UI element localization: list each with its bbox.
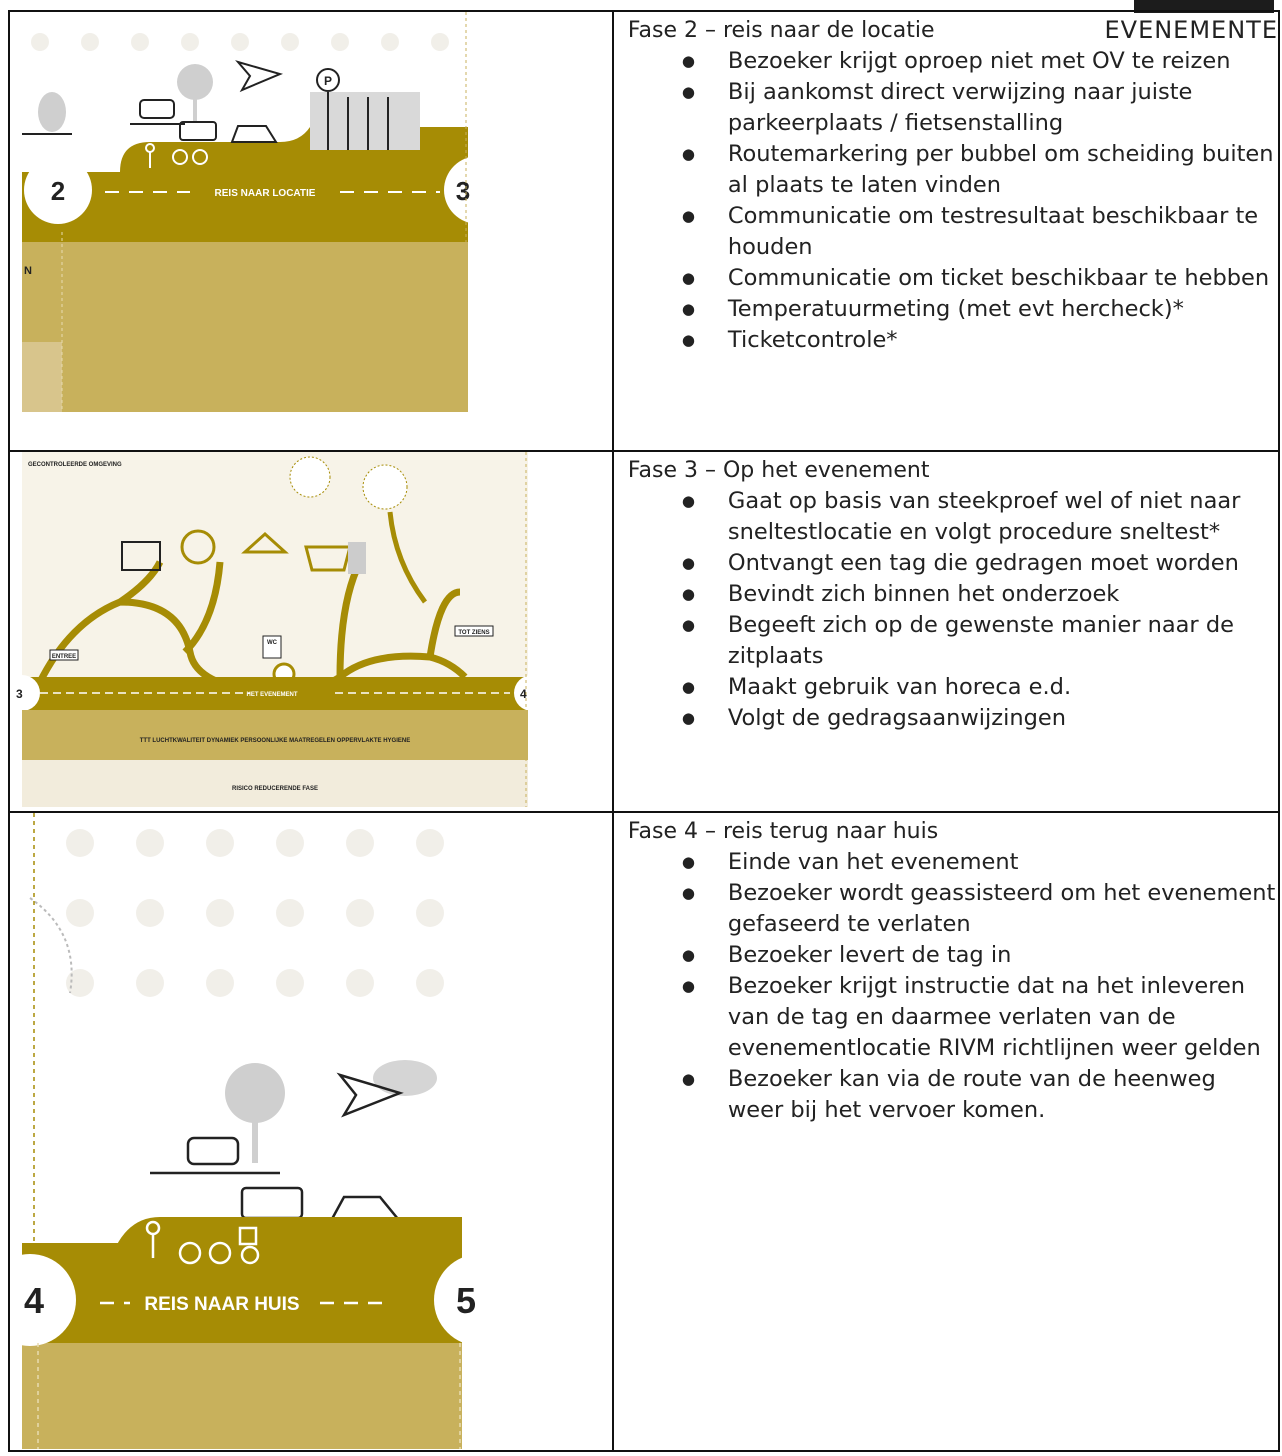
phase-text-cell [613, 812, 1279, 1451]
list-item: ● Einde van het evenement [728, 847, 1278, 878]
travel-to-location-illustration [10, 12, 610, 422]
phase-type-label: RISICO REDUCERENDE FASE [231, 786, 319, 792]
travel-home-illustration [10, 813, 610, 1449]
road-label: REIS NAAR HUIS [144, 1294, 300, 1315]
list-item: ● Communicatie om ticket beschikbaar te hebben [728, 263, 1278, 294]
phase-illustration-cell [9, 11, 613, 451]
controlled-environment-label: GECONTROLEERDE OMGEVING [28, 462, 122, 468]
list-item: ● Gaat op basis van steekproef wel of niet naar sneltestlocatie en volgt procedure sneltest* [728, 486, 1278, 548]
entree-label: ENTREE [51, 654, 77, 660]
phase-heading: Fase 2 – reis naar de locatie [627, 18, 935, 43]
phase-illustration-cell [9, 812, 613, 1451]
phase-bullet-list [628, 46, 1278, 356]
phase-heading: Fase 4 – reis terug naar huis [627, 819, 939, 844]
list-item: ● Bezoeker levert de tag in [728, 940, 1278, 971]
list-item: ● Bezoeker wordt geassisteerd om het evenement gefaseerd te verlaten [728, 878, 1278, 940]
phase-row [9, 451, 1279, 812]
wc-label: WC [267, 640, 277, 646]
phase-heading: Fase 3 – Op het evenement [627, 458, 930, 483]
list-item: ● Begeeft zich op de gewenste manier naar de zitplaats [728, 610, 1278, 672]
phase-number-left: 2 [50, 176, 66, 206]
list-item: ● Volgt de gedragsaanwijzingen [728, 703, 1278, 734]
svg-text:P: P [323, 74, 333, 88]
list-item: ● Bij aankomst direct verwijzing naar juiste parkeerplaats / fietsenstalling [728, 77, 1278, 139]
cloud-icon [373, 1060, 437, 1096]
phase-row [9, 812, 1279, 1451]
phases-table [8, 10, 1280, 1452]
phase-text-cell [613, 11, 1279, 451]
list-item: ● Maakt gebruik van horeca e.d. [728, 672, 1278, 703]
list-item: ● Bevindt zich binnen het onderzoek [728, 579, 1278, 610]
phase-number-right: 5 [456, 1280, 477, 1321]
exit-label: TOT ZIENS [458, 630, 490, 636]
presenter-bubble-icon [363, 465, 407, 509]
building-icon [348, 542, 366, 574]
list-item: ● Bezoeker krijgt oproep niet met OV te reizen [728, 46, 1278, 77]
side-letter: N [24, 265, 32, 277]
phase-number-right: 3 [455, 176, 471, 206]
phase-row [9, 11, 1279, 451]
phase-text-cell [613, 451, 1279, 812]
phase-bullet-list [628, 847, 1278, 1126]
list-item: ● Ontvangt een tag die gedragen moet worden [728, 548, 1278, 579]
list-item: ● Temperatuurmeting (met evt hercheck)* [728, 294, 1278, 325]
phase-bullet-list [628, 486, 1278, 734]
logo-text: EVENEMENTE [1104, 16, 1278, 44]
measures-label: TTT LUCHTKWALITEIT DYNAMIEK PERSOONLIJKE MAATREGELEN OPPERVLAKTE HYGIENE [139, 738, 411, 744]
road-label: REIS NAAR LOCATIE [214, 188, 316, 199]
list-item: ● Communicatie om testresultaat beschikbaar te houden [728, 201, 1278, 263]
list-item: ● Bezoeker kan via de route van de heenweg weer bij het vervoer komen. [728, 1064, 1278, 1126]
road-label: HET EVENEMENT [246, 692, 298, 698]
phase-illustration-cell [9, 451, 613, 812]
phase-number-left: 4 [24, 1280, 45, 1321]
audience-bubble-icon [290, 457, 330, 497]
list-item: ● Bezoeker krijgt instructie dat na het inleveren van de tag en daarmee verlaten van de evenementlocatie RIVM richtlijnen weer gelden [728, 971, 1278, 1064]
list-item: ● Ticketcontrole* [728, 325, 1278, 356]
event-illustration [10, 452, 610, 807]
list-item: ● Routemarkering per bubbel om scheiding buiten al plaats te laten vinden [728, 139, 1278, 201]
phase-number-right: 4 [520, 687, 527, 701]
phase-number-left: 3 [16, 687, 23, 701]
